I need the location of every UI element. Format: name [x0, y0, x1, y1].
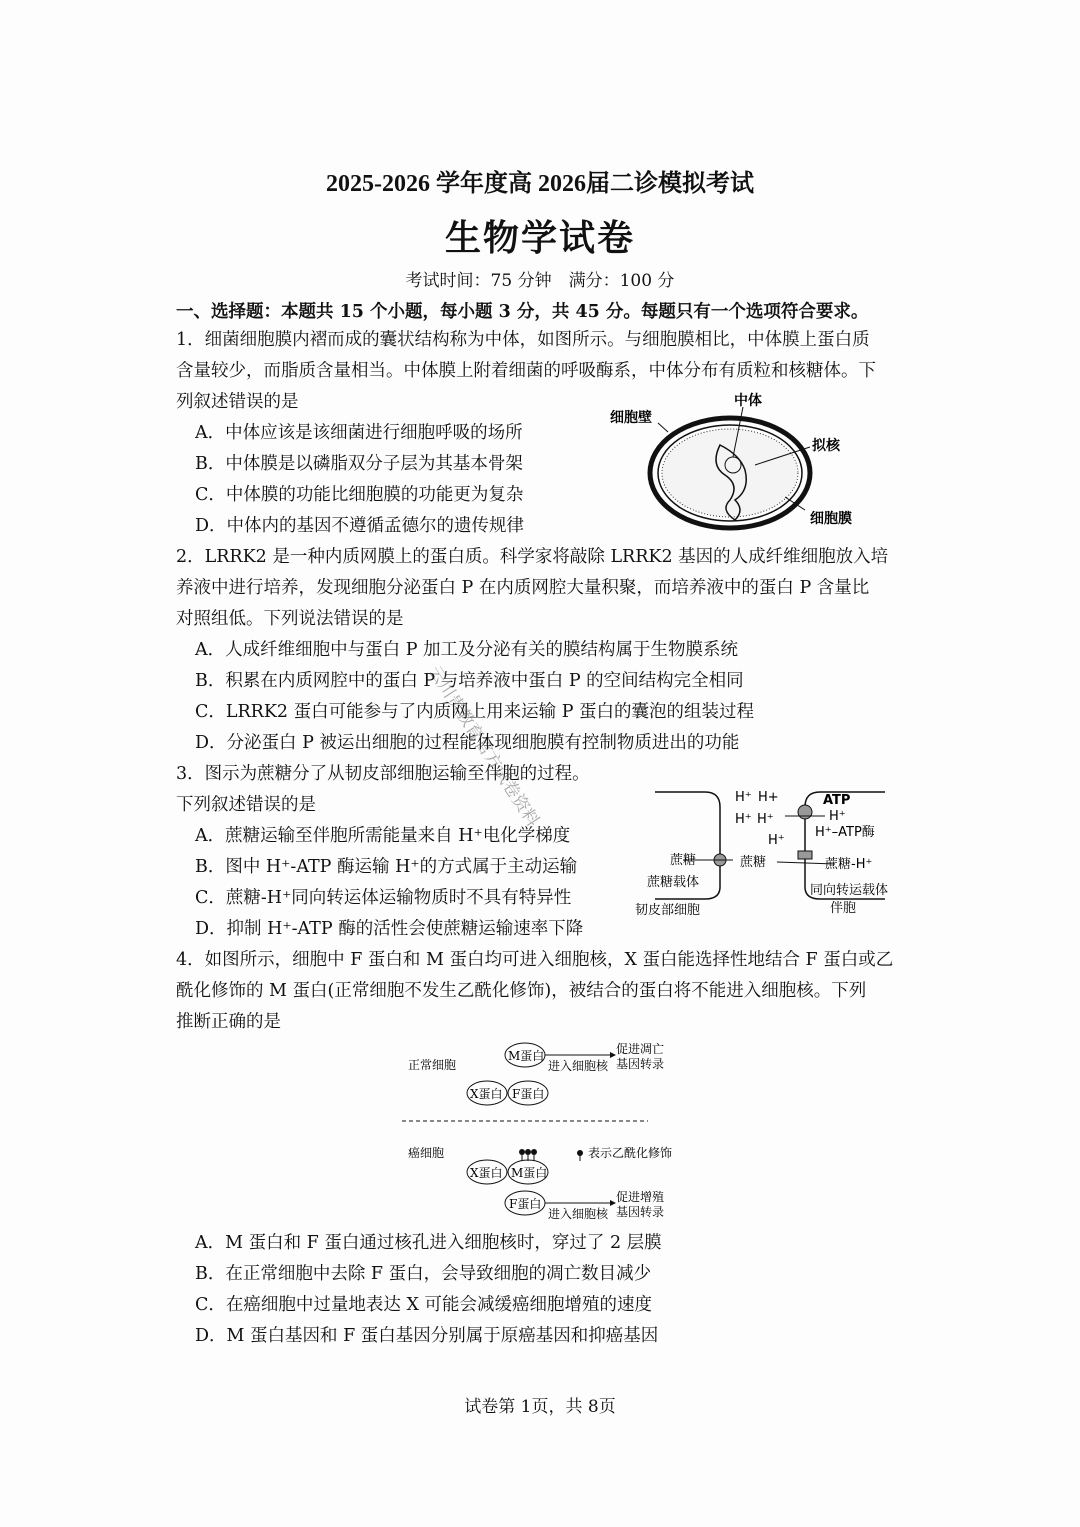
svg-text:X蛋白: X蛋白 [470, 1166, 503, 1180]
label-cell-membrane: 细胞膜 [810, 511, 852, 527]
q2-option-a: A．人成纤维细胞中与蛋白 P 加工及分泌有关的膜结构属于生物膜系统 [195, 640, 739, 660]
q3-option-a: A．蔗糖运输至伴胞所需能量来自 H⁺电化学梯度 [195, 826, 571, 846]
svg-text:X蛋白: X蛋白 [470, 1087, 503, 1101]
svg-text:韧皮部细胞: 韧皮部细胞 [635, 903, 701, 918]
svg-text:M蛋白: M蛋白 [508, 1049, 545, 1063]
svg-text:表示乙酰化修饰: 表示乙酰化修饰 [588, 1146, 673, 1160]
q3-line: 下列叙述错误的是 [176, 795, 316, 815]
svg-text:M蛋白: M蛋白 [511, 1166, 548, 1180]
svg-text:蔗糖-H⁺: 蔗糖-H⁺ [825, 857, 873, 872]
sucrose-transport-figure [625, 782, 915, 922]
svg-text:进入细胞核: 进入细胞核 [548, 1207, 609, 1221]
svg-text:H⁺–ATP酶: H⁺–ATP酶 [815, 825, 875, 840]
svg-text:H+: H+ [758, 790, 779, 805]
protein-figure [390, 1035, 690, 1225]
svg-text:促进凋亡: 促进凋亡 [616, 1042, 665, 1056]
svg-text:H⁺: H⁺ [829, 809, 846, 824]
svg-text:H⁺: H⁺ [735, 812, 752, 827]
svg-text:H⁺: H⁺ [735, 790, 752, 805]
watermark: 云川贵教育官方试卷资料 [424, 662, 543, 831]
q1-option-b: B．中体膜是以磷脂双分子层为其基本骨架 [195, 454, 523, 474]
q4-line: 4．如图所示，细胞中 F 蛋白和 M 蛋白均可进入细胞核，X 蛋白能选择性地结合 F 蛋白或乙 [176, 950, 894, 970]
svg-text:基因转录: 基因转录 [616, 1057, 665, 1071]
svg-text:癌细胞: 癌细胞 [408, 1146, 445, 1160]
q4-option-c: C．在癌细胞中过量地表达 X 可能会减缓癌细胞增殖的速度 [195, 1295, 652, 1315]
acetyl-mark-icon [577, 1150, 583, 1156]
svg-text:F蛋白: F蛋白 [509, 1197, 542, 1211]
label-cell-wall: 细胞壁 [610, 410, 652, 426]
q3-option-d: D．抑制 H⁺-ATP 酶的活性会使蔗糖运输速率下降 [195, 919, 584, 939]
exam-title: 2025-2026 学年度高 2026届二诊模拟考试 [326, 171, 754, 197]
q4-option-a: A．M 蛋白和 F 蛋白通过核孔进入细胞核时，穿过了 2 层膜 [195, 1233, 662, 1253]
svg-text:蔗糖: 蔗糖 [740, 855, 767, 870]
q3-option-c: C．蔗糖-H⁺同向转运体运输物质时不具有特异性 [195, 888, 572, 908]
q2-line: 2．LRRK2 是一种内质网膜上的蛋白质。科学家将敲除 LRRK2 基因的人成纤维细胞放入培 [176, 547, 889, 567]
svg-text:F蛋白: F蛋白 [512, 1087, 545, 1101]
subject-title: 生物学试卷 [444, 217, 635, 259]
q4-line: 推断正确的是 [176, 1012, 281, 1032]
q2-line: 养液中进行培养，发现细胞分泌蛋白 P 在内质网腔大量积聚，而培养液中的蛋白 P 含量比 [176, 578, 870, 598]
q1-line: 含量较少，而脂质含量相当。中体膜上附着细菌的呼吸酶系，中体分布有质粒和核糖体。下 [176, 361, 876, 381]
section-heading: 一、选择题：本题共 15 个小题，每小题 3 分，共 45 分。每题只有一个选项符合要求。 [176, 302, 869, 322]
bacterium-figure [600, 385, 900, 535]
q4-option-b: B．在正常细胞中去除 F 蛋白，会导致细胞的凋亡数目减少 [195, 1264, 652, 1284]
svg-text:H⁺: H⁺ [757, 812, 774, 827]
svg-text:蔗糖: 蔗糖 [670, 853, 697, 868]
q1-option-c: C．中体膜的功能比细胞膜的功能更为复杂 [195, 485, 524, 505]
label-mesosome: 中体 [734, 393, 762, 409]
svg-text:基因转录: 基因转录 [616, 1205, 665, 1219]
q2-line: 对照组低。下列说法错误的是 [176, 609, 404, 629]
q1-line: 1．细菌细胞膜内褶而成的囊状结构称为中体，如图所示。与细胞膜相比，中体膜上蛋白质 [176, 330, 870, 350]
q2-option-b: B．积累在内质网腔中的蛋白 P 与培养液中蛋白 P 的空间结构完全相同 [195, 671, 744, 691]
q2-option-d: D．分泌蛋白 P 被运出细胞的过程能体现细胞膜有控制物质进出的功能 [195, 733, 740, 753]
q2-option-c: C．LRRK2 蛋白可能参与了内质网上用来运输 P 蛋白的囊泡的组装过程 [195, 702, 755, 722]
q4-line: 酰化修饰的 M 蛋白(正常细胞不发生乙酰化修饰)，被结合的蛋白将不能进入细胞核。下列 [176, 981, 867, 1001]
atpase-icon [798, 805, 812, 819]
svg-text:ATP: ATP [823, 793, 851, 808]
svg-text:伴胞: 伴胞 [830, 901, 857, 916]
svg-text:进入细胞核: 进入细胞核 [548, 1059, 609, 1073]
q4-options [176, 1228, 911, 1352]
svg-text:蔗糖载体: 蔗糖载体 [647, 875, 700, 890]
q1-option-a: A．中体应该是该细菌进行细胞呼吸的场所 [195, 423, 523, 443]
q4-option-d: D．M 蛋白基因和 F 蛋白基因分别属于原癌基因和抑癌基因 [195, 1326, 659, 1346]
symporter-icon [798, 851, 812, 859]
svg-text:H⁺: H⁺ [768, 833, 785, 848]
svg-text:正常细胞: 正常细胞 [408, 1058, 457, 1072]
q1-line: 列叙述错误的是 [176, 392, 299, 412]
label-nucleoid: 拟核 [812, 438, 840, 454]
q3-line: 3．图示为蔗糖分了从韧皮部细胞运输至伴胞的过程。 [176, 764, 590, 784]
exam-info: 考试时间：75 分钟 满分：100 分 [405, 271, 675, 291]
page-footer: 试卷第 1页，共 8页 [464, 1397, 616, 1417]
q1-option-d: D．中体内的基因不遵循孟德尔的遗传规律 [195, 516, 525, 536]
q3-option-b: B．图中 H⁺-ATP 酶运输 H⁺的方式属于主动运输 [195, 857, 578, 877]
svg-text:同向转运载体: 同向转运载体 [810, 883, 889, 898]
svg-text:促进增殖: 促进增殖 [616, 1190, 665, 1204]
